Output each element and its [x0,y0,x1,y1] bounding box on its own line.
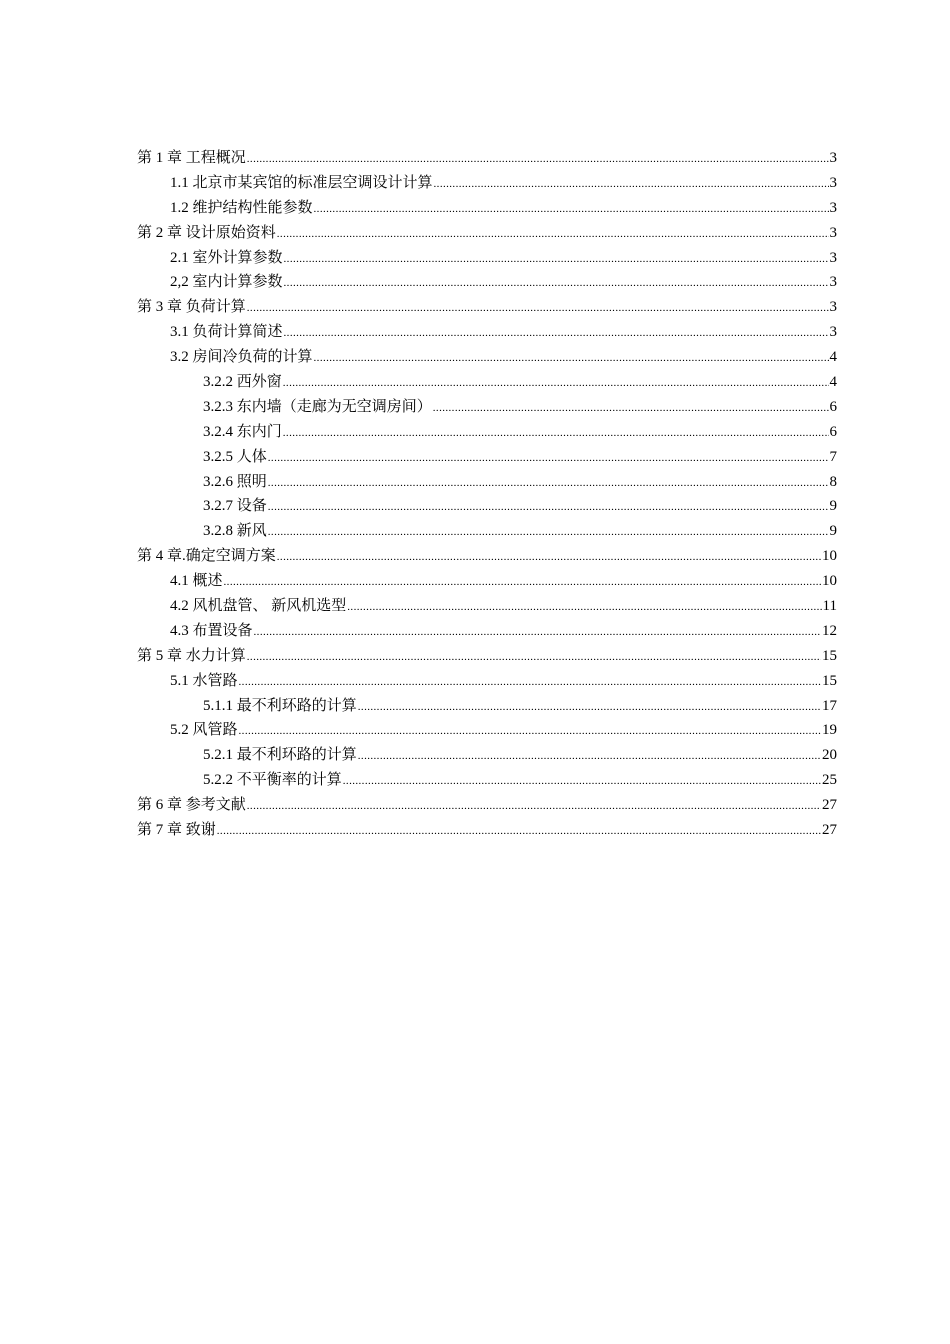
toc-dot-leader [283,420,829,446]
toc-dot-leader [347,594,821,620]
toc-entry[interactable] [137,370,837,395]
toc-entry-title: 4.1 概述 [170,573,223,590]
toc-entry[interactable] [137,619,837,644]
toc-entry-page-number: 20 [822,747,837,764]
toc-dot-leader [254,619,821,645]
toc-entry-title: 3.2.4 东内门 [203,423,282,440]
table-of-contents [137,146,837,843]
toc-entry[interactable] [137,221,837,246]
toc-entry-title: 3.2.5 人体 [203,448,267,465]
toc-entry[interactable] [137,793,837,818]
toc-entry-page-number: 6 [829,423,837,440]
toc-entry-title: 3.2.6 照明 [203,473,267,490]
toc-entry-title: 1.1 北京市某宾馆的标准层空调设计计算 [170,174,433,191]
toc-entry-title: 第 6 章 参考文献 [137,797,246,814]
toc-entry-title: 3.2.8 新风 [203,523,267,540]
toc-entry-title: 3.2 房间冷负荷的计算 [170,349,313,366]
toc-dot-leader [247,146,829,172]
toc-entry[interactable] [137,594,837,619]
toc-entry-page-number: 3 [829,299,837,316]
toc-dot-leader [247,644,821,670]
toc-dot-leader [434,171,829,197]
toc-entry-title: 2,2 室内计算参数 [170,274,283,291]
toc-entry[interactable] [137,818,837,843]
toc-dot-leader [277,221,829,247]
toc-entry-page-number: 6 [829,398,837,415]
toc-entry[interactable] [137,544,837,569]
toc-entry-title: 3.1 负荷计算简述 [170,324,283,341]
toc-entry-page-number: 7 [829,448,837,465]
toc-entry-page-number: 10 [822,573,837,590]
toc-entry[interactable] [137,345,837,370]
toc-entry-title: 4.2 风机盘管、 新风机选型 [170,598,347,615]
toc-dot-leader [433,395,829,421]
toc-entry-title: 3.2.7 设备 [203,498,267,515]
toc-entry-title: 4.3 布置设备 [170,622,253,639]
toc-dot-leader [358,694,821,720]
toc-dot-leader [239,669,821,695]
toc-dot-leader [277,544,821,570]
toc-entry-page-number: 27 [822,797,837,814]
toc-entry-title: 2.1 室外计算参数 [170,249,283,266]
toc-entry[interactable] [137,196,837,221]
toc-entry[interactable] [137,569,837,594]
toc-entry-title: 5.2 风管路 [170,722,238,739]
toc-dot-leader [224,569,821,595]
toc-entry-title: 第 4 章.确定空调方案 [137,548,276,565]
toc-dot-leader [343,768,821,794]
toc-entry[interactable] [137,470,837,495]
toc-entry-page-number: 9 [829,498,837,515]
toc-entry[interactable] [137,494,837,519]
toc-entry-page-number: 8 [829,473,837,490]
toc-dot-leader [358,743,821,769]
toc-entry-title: 3.2.3 东内墙（走廊为无空调房间） [203,398,432,415]
toc-dot-leader [268,519,829,545]
toc-entry-page-number: 19 [822,722,837,739]
toc-entry-page-number: 3 [829,249,837,266]
toc-entry-title: 5.1 水管路 [170,672,238,689]
toc-entry[interactable] [137,270,837,295]
toc-entry[interactable] [137,669,837,694]
toc-dot-leader [268,494,829,520]
toc-entry-page-number: 27 [822,822,837,839]
toc-entry-page-number: 17 [822,697,837,714]
toc-entry-page-number: 11 [822,598,837,615]
toc-dot-leader [284,270,829,296]
toc-entry-page-number: 3 [829,199,837,216]
toc-entry-title: 5.1.1 最不利环路的计算 [203,697,357,714]
toc-dot-leader [247,295,829,321]
toc-entry-title: 3.2.2 西外窗 [203,374,282,391]
toc-entry-page-number: 10 [822,548,837,565]
toc-dot-leader [284,320,829,346]
toc-entry-title: 第 5 章 水力计算 [137,647,246,664]
toc-entry-title: 1.2 维护结构性能参数 [170,199,313,216]
toc-dot-leader [284,246,829,272]
toc-entry[interactable] [137,295,837,320]
toc-dot-leader [239,718,821,744]
toc-entry[interactable] [137,395,837,420]
toc-entry-page-number: 4 [829,374,837,391]
toc-entry[interactable] [137,718,837,743]
toc-dot-leader [247,793,821,819]
toc-entry-page-number: 15 [822,647,837,664]
toc-entry-page-number: 9 [829,523,837,540]
toc-entry[interactable] [137,694,837,719]
toc-entry-page-number: 4 [829,349,837,366]
toc-entry-page-number: 25 [822,772,837,789]
toc-entry-title: 5.2.2 不平衡率的计算 [203,772,342,789]
toc-entry[interactable] [137,644,837,669]
toc-entry-title: 5.2.1 最不利环路的计算 [203,747,357,764]
toc-entry-page-number: 3 [829,150,837,166]
toc-entry-page-number: 3 [829,224,837,241]
toc-entry-page-number: 3 [829,324,837,341]
toc-entry[interactable] [137,445,837,470]
toc-entry-page-number: 3 [829,274,837,291]
toc-entry-page-number: 12 [822,622,837,639]
toc-entry[interactable] [137,743,837,768]
toc-entry[interactable] [137,768,837,793]
toc-entry-title: 第 3 章 负荷计算 [137,299,246,316]
toc-entry-page-number: 15 [822,672,837,689]
toc-dot-leader [268,445,829,471]
toc-entry[interactable] [137,246,837,271]
toc-entry[interactable] [137,420,837,445]
toc-entry-title: 第 1 章 工程概况 [137,150,246,166]
toc-entry[interactable] [137,519,837,544]
toc-dot-leader [217,818,821,844]
toc-entry-page-number: 3 [829,174,837,191]
toc-entry-title: 第 2 章 设计原始资料 [137,224,276,241]
toc-dot-leader [314,345,829,371]
toc-entry-title: 第 7 章 致谢 [137,822,216,839]
toc-entry[interactable] [137,171,837,196]
toc-entry[interactable] [137,320,837,345]
toc-dot-leader [314,196,829,222]
toc-dot-leader [283,370,829,396]
toc-dot-leader [268,470,829,496]
toc-entry[interactable] [137,146,837,171]
